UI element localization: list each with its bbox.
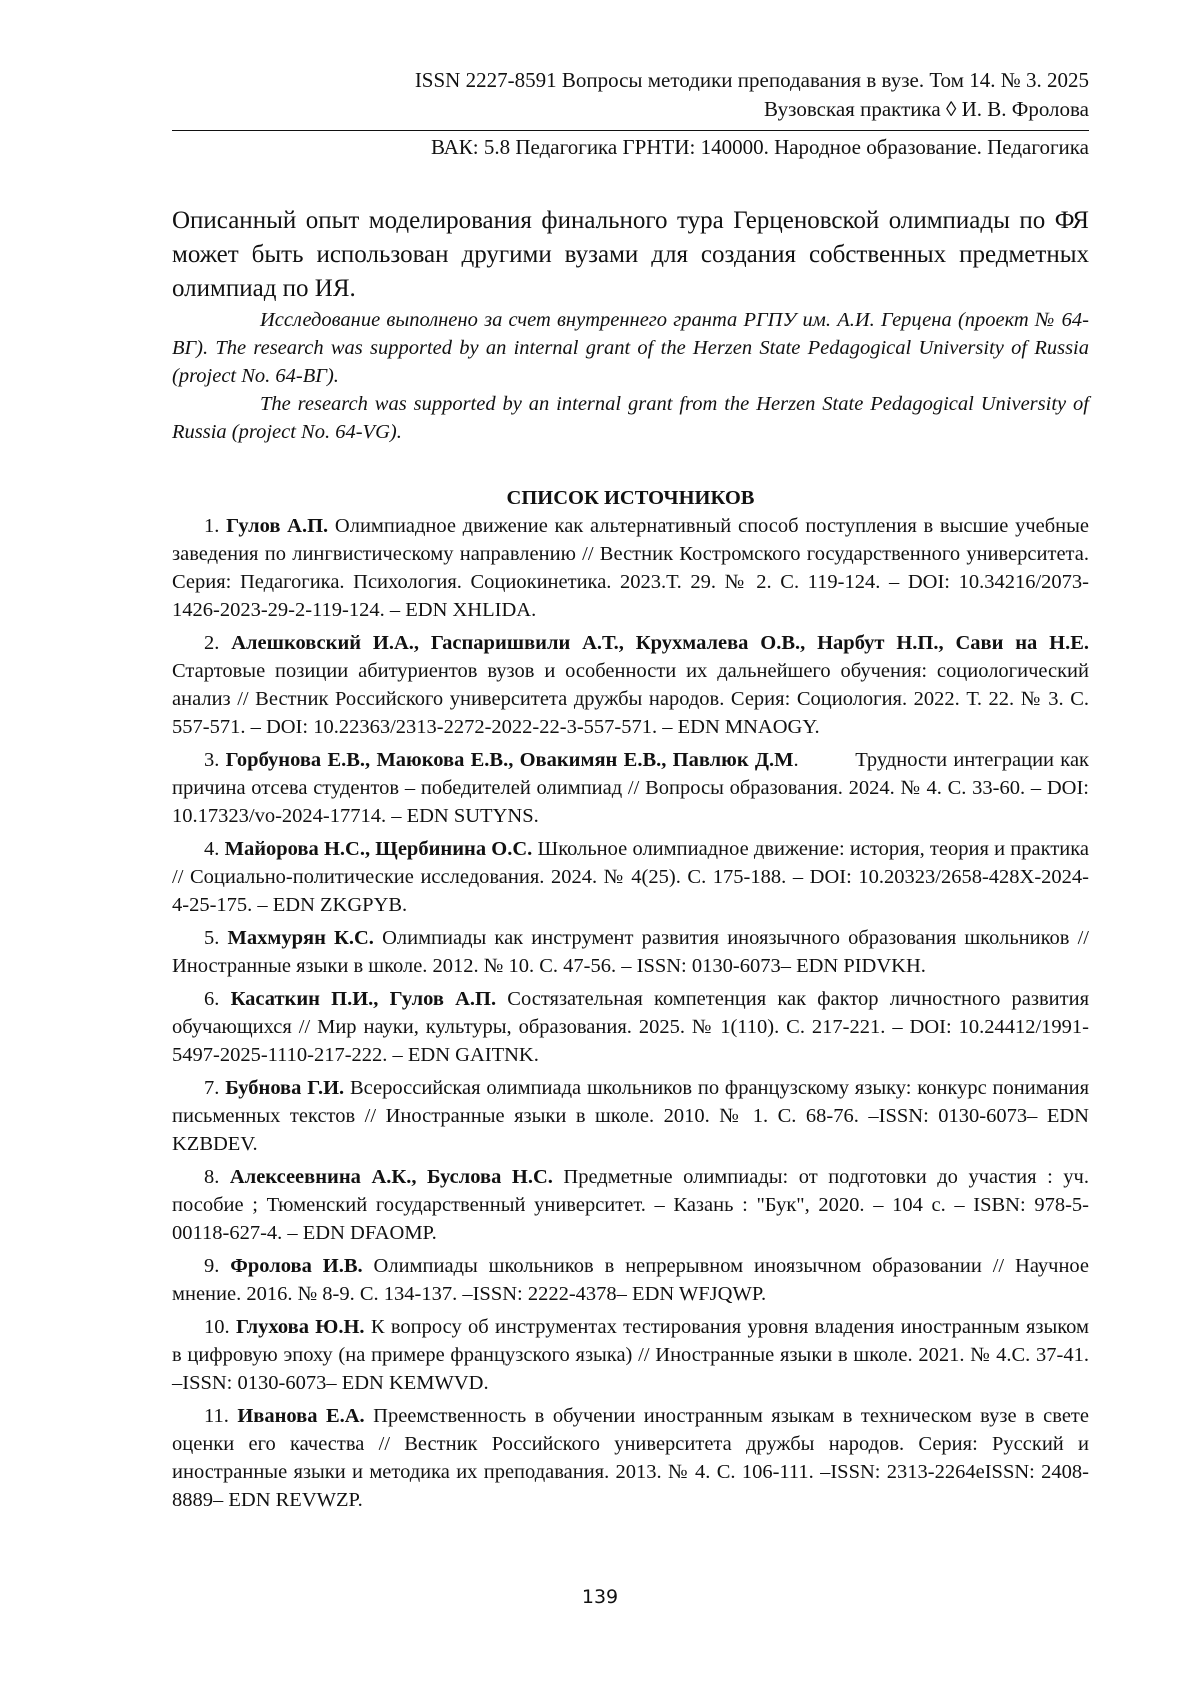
reference-number: 10. [204, 1316, 236, 1338]
reference-item [172, 1252, 1089, 1308]
reference-authors: Майорова Н.С., Щербинина О.С. [224, 838, 533, 860]
reference-item [172, 512, 1089, 624]
reference-authors: Алексеевнина А.К., Буслова Н.С. [229, 1166, 553, 1188]
reference-number: 8. [204, 1166, 230, 1188]
acknowledgement-paragraph: Исследование выполнено за счет внутреннего гранта РГПУ им. А.И. Герцена (проект № 64-ВГ). The research was supported by an internal grant of the Herzen State Pedagogical University of Russia (project No. 64-ВГ). [172, 309, 1089, 387]
reference-text: К вопросу об инструментах тестирования уровня владения иностранным языком в цифровую эпоху (на примере французского языка) // Иностранные языки в школе. 2021. № 4.С. 37-41. –ISSN: 0130-6073– EDN KEMWVD. [172, 1316, 1089, 1394]
reference-text: Олимпиадное движение как альтернативный способ поступления в высшие учебные заведения по лингвистическому направлению // Вестник Костромского государственного университета. Серия: Педагогика. Психология. Социокинетика. 2023.Т. 29. № 2. С. 119-124. – DOI: 10.34216/2073-1426-2023-29-2-119-124. – EDN XHLIDA. [172, 515, 1090, 621]
page-content [172, 66, 1095, 1519]
reference-number: 6. [204, 988, 231, 1010]
reference-text: Преемственность в обучении иностранным языкам в техническом вузе в свете оценки его качества // Вестник Российского университета дружбы народов. Серия: Русский и иностранные языки и методика их преподавания. 2013. № 4. С. 106-111. –ISSN: 2313-2264eISSN: 2408-8889– EDN REVWZP. [172, 1405, 1089, 1511]
reference-text: Школьное олимпиадное движение: история, теория и практика // Социально-политические исследования. 2024. № 4(25). С. 175-188. – DOI: 10.20323/2658-428X-2024-4-25-175. – EDN ZKGPYB. [172, 838, 1089, 916]
reference-item [172, 1163, 1089, 1247]
reference-authors: Горбунова Е.В., Маюкова Е.В., Овакимян Е.В., Павлюк Д.М [225, 749, 794, 771]
reference-number: 1. [204, 515, 227, 537]
reference-item [172, 1074, 1089, 1158]
reference-text: . Трудности интеграции как причина отсева студентов – победителей олимпиад // Вопросы образования. 2024. № 4. С. 33-60. – DOI: 10.17323/vo-2024-17714. – EDN SUTYNS. [172, 749, 1095, 827]
reference-text: Олимпиады школьников в непрерывном иноязычном образовании // Научное мнение. 2016. № 8-9. С. 134-137. –ISSN: 2222-4378– EDN WFJQWP. [172, 1255, 1090, 1305]
intro-paragraph: Описанный опыт моделирования финального тура Герценовской олимпиады по ФЯ может быть использован другими вузами для создания собственных предметных олимпиад по ИЯ. [172, 207, 1089, 302]
acknowledgement-paragraph: The research was supported by an internal grant from the Herzen State Pedagogical University of Russia (project No. 64-VG). [172, 393, 1089, 443]
reference-item [172, 924, 1089, 980]
reference-item [172, 985, 1089, 1069]
vak-classification: ВАК: 5.8 Педагогика ГРНТИ: 140000. Народное образование. Педагогика [430, 135, 1089, 159]
reference-number: 3. [204, 749, 226, 771]
reference-number: 7. [204, 1077, 226, 1099]
reference-authors: Глухова Ю.Н. [235, 1316, 365, 1338]
reference-item [172, 1313, 1089, 1397]
reference-authors: Фролова И.В. [230, 1255, 363, 1277]
journal-header-line: ISSN 2227-8591 Вопросы методики преподавания в вузе. Том 14. № 3. 2025 [414, 68, 1089, 92]
reference-number: 5. [204, 927, 228, 949]
reference-number: 2. [204, 632, 232, 654]
reference-number: 4. [204, 838, 225, 860]
reference-number: 9. [204, 1255, 231, 1277]
reference-item [172, 835, 1089, 919]
section-author-line: Вузовская практика ◊ И. В. Фролова [763, 97, 1089, 121]
reference-text: Предметные олимпиады: от подготовки до участия : уч. пособие ; Тюменский государственный университет. – Казань : "Бук", 2020. – 104 с. – ISBN: 978-5-00118-627-4. – EDN DFAOMP. [172, 1166, 1089, 1244]
reference-item [172, 1402, 1089, 1514]
reference-item [172, 629, 1089, 741]
reference-text: Олимпиады как инструмент развития иноязычного образования школьников // Иностранные языки в школе. 2012. № 10. С. 47-56. – ISSN: 0130-6073– EDN PIDVKH. [172, 927, 1089, 977]
reference-list [172, 512, 1095, 1514]
reference-authors: Махмурян К.С. [227, 927, 374, 949]
header-divider [172, 130, 1089, 131]
reference-authors: Гулов А.П. [226, 515, 329, 537]
reference-number: 11. [204, 1405, 238, 1427]
reference-authors: Алешковский И.А., Гаспаришвили А.Т., Крухмалева О.В., Нарбут Н.П., Сави на Н.Е. [231, 632, 1090, 654]
sources-heading: СПИСОК ИСТОЧНИКОВ [506, 487, 755, 509]
reference-text: Стартовые позиции абитуриентов вузов и особенности их дальнейшего обучения: социологический анализ // Вестник Российского университета дружбы народов. Серия: Социология. 2022. Т. 22. № 3. С. 557-571. – DOI: 10.22363/2313-2272-2022-22-3-557-571. – EDN MNAOGY. [172, 660, 1089, 738]
page-number: 139 [581, 1586, 619, 1608]
reference-authors: Иванова Е.А. [237, 1405, 365, 1427]
reference-authors: Касаткин П.И., Гулов А.П. [230, 988, 497, 1010]
reference-authors: Бубнова Г.И. [225, 1077, 345, 1099]
reference-item [172, 746, 1095, 830]
reference-text: Всероссийская олимпиада школьников по французскому языку: конкурс понимания письменных текстов // Иностранные языки в школе. 2010. № 1. С. 68-76. –ISSN: 0130-6073– EDN KZBDEV. [172, 1077, 1089, 1155]
reference-text: Состязательная компетенция как фактор личностного развития обучающихся // Мир науки, культуры, образования. 2025. № 1(110). С. 217-221. – DOI: 10.24412/1991-5497-2025-1110-217-222. – EDN GAITNK. [172, 988, 1090, 1066]
